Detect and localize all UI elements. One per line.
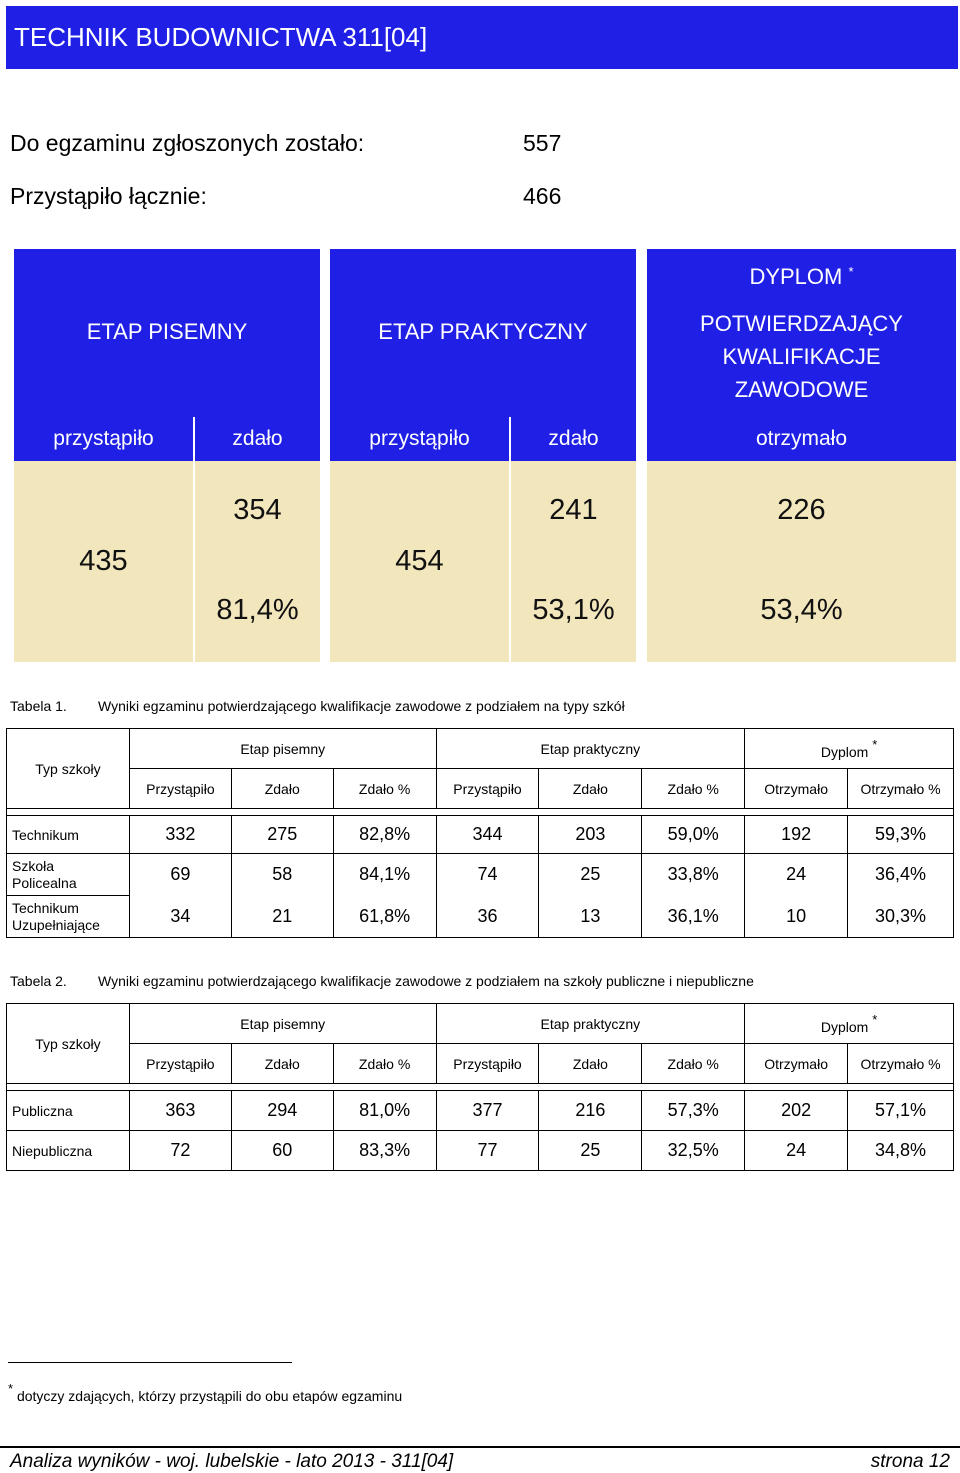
table1 <box>6 728 954 938</box>
table-row <box>7 816 954 854</box>
footnote: * dotyczy zdających, którzy przystąpili do obu etapów egzaminu <box>8 1381 403 1404</box>
table-cell: 36,1% <box>642 896 745 938</box>
table-cell: 36 <box>436 896 539 938</box>
diploma-received-pct: 53,4% <box>760 594 843 626</box>
diploma-title-line1: DYPLOM * <box>749 264 854 289</box>
registered-label: Do egzaminu zgłoszonych zostało: <box>10 130 365 156</box>
diploma-values <box>647 461 956 662</box>
table2-type-header: Typ szkoły <box>7 1004 130 1084</box>
table1-col-attended: Przystąpiło <box>129 769 231 809</box>
table2-row-type: Niepubliczna <box>7 1131 130 1171</box>
footer-source: Analiza wyników - woj. lubelskie - lato 2013 - 311[04] <box>10 1451 454 1472</box>
table-row <box>7 1131 954 1171</box>
practical-passed-value: 241 <box>549 494 598 526</box>
table-cell: 34,8% <box>848 1131 954 1171</box>
table-row <box>7 854 954 896</box>
practical-passed-pct: 53,1% <box>532 594 615 626</box>
table-cell: 202 <box>745 1091 848 1131</box>
table-cell: 363 <box>129 1091 231 1131</box>
table-cell: 61,8% <box>333 896 436 938</box>
table-cell: 24 <box>745 1131 848 1171</box>
table1-col-received: Otrzymało <box>745 769 848 809</box>
table-cell: 33,8% <box>642 854 745 896</box>
table1-written-header: Etap pisemny <box>129 729 436 769</box>
table-cell: 77 <box>436 1131 539 1171</box>
diploma-title-line3: KWALIFIKACJE <box>722 344 881 369</box>
table-cell: 203 <box>539 816 642 854</box>
table2 <box>6 1003 954 1171</box>
table1-row-type: Technikum Uzupełniające <box>7 896 130 938</box>
practical-attended-value: 454 <box>395 545 444 577</box>
table-cell: 58 <box>231 854 333 896</box>
table2-col-attended: Przystąpiło <box>129 1044 231 1084</box>
diploma-received-value: 226 <box>777 494 826 526</box>
table2-col-passed-pct: Zdało % <box>333 1044 436 1084</box>
table-cell: 59,0% <box>642 816 745 854</box>
table1-col-passed-pct: Zdało % <box>642 769 745 809</box>
table-cell: 83,3% <box>333 1131 436 1171</box>
table-cell: 25 <box>539 1131 642 1171</box>
table1-col-passed: Zdało <box>539 769 642 809</box>
table-cell: 13 <box>539 896 642 938</box>
table-cell: 69 <box>129 854 231 896</box>
written-passed-label: zdało <box>232 427 283 450</box>
table1-label: Tabela 1. <box>10 698 67 714</box>
table1-practical-header: Etap praktyczny <box>436 729 745 769</box>
table-cell: 72 <box>129 1131 231 1171</box>
practical-stage-title: ETAP PRAKTYCZNY <box>378 319 588 344</box>
table-row <box>7 1091 954 1131</box>
table-cell: 32,5% <box>642 1131 745 1171</box>
diploma-received-label: otrzymało <box>755 427 848 450</box>
page-number: strona 12 <box>870 1451 950 1472</box>
table-cell: 59,3% <box>848 816 954 854</box>
written-stage-title: ETAP PISEMNY <box>86 319 248 344</box>
table2-practical-header: Etap praktyczny <box>436 1004 745 1044</box>
table-cell: 192 <box>745 816 848 854</box>
table-cell: 25 <box>539 854 642 896</box>
diploma-title-line4: ZAWODOWE <box>734 377 869 402</box>
table2-col-attended: Przystąpiło <box>436 1044 539 1084</box>
table-cell: 216 <box>539 1091 642 1131</box>
table-cell: 332 <box>129 816 231 854</box>
attended-label: Przystąpiło łącznie: <box>10 183 207 209</box>
table-cell: 24 <box>745 854 848 896</box>
registered-value: 557 <box>523 130 562 156</box>
table2-written-header: Etap pisemny <box>129 1004 436 1044</box>
table2-label: Tabela 2. <box>10 973 67 989</box>
table-cell: 377 <box>436 1091 539 1131</box>
table-cell: 294 <box>231 1091 333 1131</box>
table-cell: 30,3% <box>848 896 954 938</box>
written-attended-label: przystąpiło <box>53 427 154 450</box>
table-cell: 60 <box>231 1131 333 1171</box>
table-cell: 57,1% <box>848 1091 954 1131</box>
table2-col-passed-pct: Zdało % <box>642 1044 745 1084</box>
table-cell: 84,1% <box>333 854 436 896</box>
table2-col-passed: Zdało <box>231 1044 333 1084</box>
table2-row-type: Publiczna <box>7 1091 130 1131</box>
table-cell: 36,4% <box>848 854 954 896</box>
table2-diploma-header: Dyplom * <box>745 1004 954 1044</box>
page-title: TECHNIK BUDOWNICTWA 311[04] <box>6 6 958 69</box>
table1-type-header: Typ szkoły <box>7 729 130 809</box>
table1-caption: Wyniki egzaminu potwierdzającego kwalifikacje zawodowe z podziałem na typy szkół <box>98 698 625 714</box>
attended-value: 466 <box>523 183 562 209</box>
table1-col-passed-pct: Zdało % <box>333 769 436 809</box>
table-cell: 81,0% <box>333 1091 436 1131</box>
diploma-title-line2: POTWIERDZAJĄCY <box>700 311 903 336</box>
table-cell: 21 <box>231 896 333 938</box>
table-cell: 74 <box>436 854 539 896</box>
table1-row-type: Technikum <box>7 816 130 854</box>
table1-row-type: Szkoła Policealna <box>7 854 130 896</box>
table1-diploma-header: Dyplom * <box>745 729 954 769</box>
practical-attended-label: przystąpiło <box>369 427 470 450</box>
table-cell: 82,8% <box>333 816 436 854</box>
table1-col-received-pct: Otrzymało % <box>848 769 954 809</box>
written-passed-pct: 81,4% <box>216 594 299 626</box>
table2-caption: Wyniki egzaminu potwierdzającego kwalifikacje zawodowe z podziałem na szkoły publiczne i niepubliczne <box>98 973 754 989</box>
table-cell: 34 <box>129 896 231 938</box>
table-cell: 57,3% <box>642 1091 745 1131</box>
footnote-divider <box>8 1362 292 1363</box>
practical-passed-label: zdało <box>548 427 599 450</box>
table-row <box>7 896 954 938</box>
table-cell: 344 <box>436 816 539 854</box>
table2-col-passed: Zdało <box>539 1044 642 1084</box>
footer-divider <box>0 1446 960 1448</box>
table2-col-received: Otrzymało <box>745 1044 848 1084</box>
table1-col-attended: Przystąpiło <box>436 769 539 809</box>
table-cell: 10 <box>745 896 848 938</box>
written-passed-value: 354 <box>233 494 282 526</box>
written-attended-value: 435 <box>79 545 128 577</box>
table2-col-received-pct: Otrzymało % <box>848 1044 954 1084</box>
table-cell: 275 <box>231 816 333 854</box>
table1-col-passed: Zdało <box>231 769 333 809</box>
